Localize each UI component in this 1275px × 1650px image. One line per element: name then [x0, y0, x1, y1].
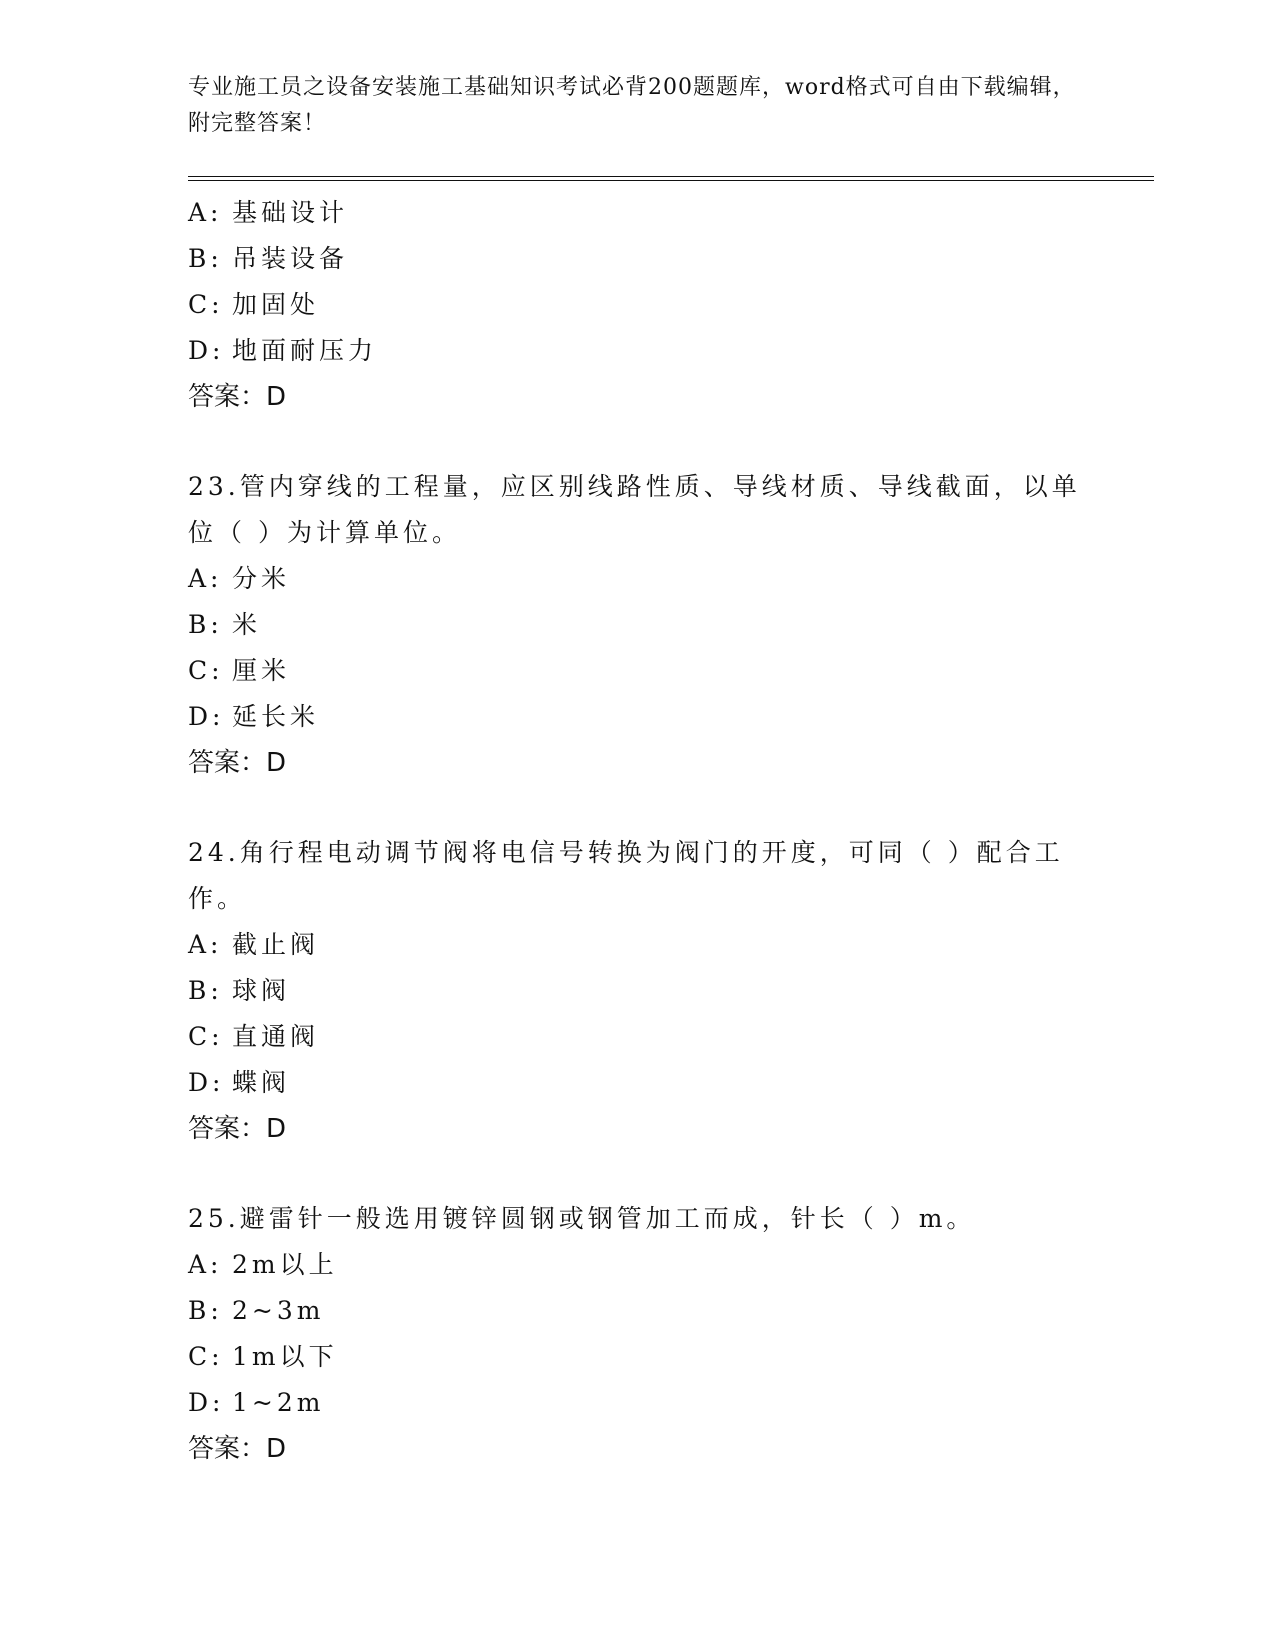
answer-line: 答案：D — [188, 382, 287, 412]
question-25 — [188, 1196, 1088, 1472]
option-b: B: 球阀 — [188, 976, 291, 1005]
option-a: A: 2m以上 — [188, 1250, 338, 1279]
option-b: B: 2~3m — [188, 1296, 325, 1325]
option-a: A: 分米 — [188, 564, 291, 593]
option-d: D: 1~2m — [188, 1388, 325, 1417]
option-c: C: 直通阀 — [188, 1022, 320, 1051]
option-a: A: 基础设计 — [188, 198, 349, 227]
page-header — [188, 70, 1088, 142]
answer-line: 答案：D — [188, 1114, 287, 1144]
question-stem: 24.角行程电动调节阀将电信号转换为阀门的开度，可同（ ）配合工作。 — [188, 838, 1064, 913]
option-b: B: 吊装设备 — [188, 244, 349, 273]
document-title: 专业施工员之设备安装施工基础知识考试必背200题题库，word格式可自由下载编辑，附完整答案！ — [188, 75, 1076, 136]
option-d: D: 蝶阀 — [188, 1068, 291, 1097]
option-d: D: 地面耐压力 — [188, 336, 378, 365]
question-stem: 25.避雷针一般选用镀锌圆钢或钢管加工而成，针长（ ）m。 — [188, 1204, 976, 1233]
option-c: C: 加固处 — [188, 290, 320, 319]
option-a: A: 截止阀 — [188, 930, 320, 959]
question-stem: 23.管内穿线的工程量，应区别线路性质、导线材质、导线截面，以单位（ ）为计算单位。 — [188, 472, 1081, 547]
option-c: C: 1m以下 — [188, 1342, 338, 1371]
option-c: C: 厘米 — [188, 656, 291, 685]
answer-line: 答案：D — [188, 1434, 287, 1464]
question-23 — [188, 464, 1088, 786]
question-22-continued — [188, 190, 1088, 420]
answer-line: 答案：D — [188, 748, 287, 778]
question-24 — [188, 830, 1088, 1152]
option-d: D: 延长米 — [188, 702, 320, 731]
header-double-rule — [188, 176, 1154, 181]
question-list — [188, 190, 1088, 1472]
option-b: B: 米 — [188, 610, 262, 639]
